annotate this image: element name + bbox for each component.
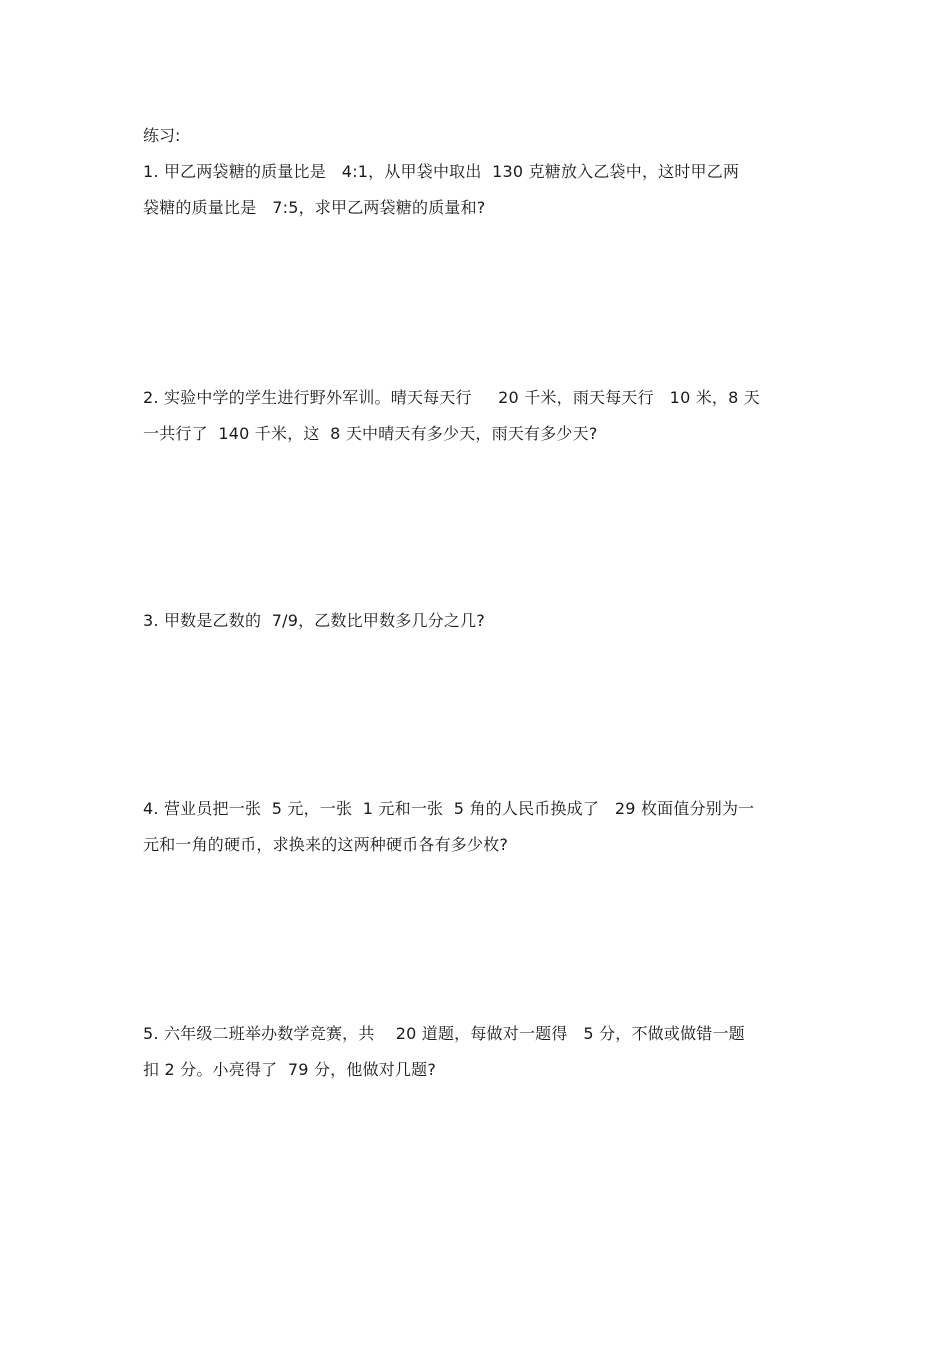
question-1-line-2: 袋糖的质量比是 7:5，求甲乙两袋糖的质量和? [143, 198, 486, 217]
question-4 [143, 797, 813, 857]
question-2 [143, 386, 813, 446]
worksheet-heading: 练习: [143, 126, 181, 145]
question-2-line-2: 一共行了 140 千米，这 8 天中晴天有多少天，雨天有多少天? [143, 424, 598, 443]
question-4-line-1: 4. 营业员把一张 5 元，一张 1 元和一张 5 角的人民币换成了 29 枚面值分别为一 [143, 799, 755, 818]
question-4-line-2: 元和一角的硬币，求换来的这两种硬币各有多少枚? [143, 835, 509, 854]
question-3 [143, 609, 813, 633]
question-1 [143, 160, 813, 220]
question-5-line-2: 扣 2 分。小亮得了 79 分，他做对几题? [143, 1060, 437, 1079]
question-2-line-1: 2. 实验中学的学生进行野外军训。晴天每天行 20 千米，雨天每天行 10 米，8 天 [143, 388, 760, 407]
question-1-line-1: 1. 甲乙两袋糖的质量比是 4:1，从甲袋中取出 130 克糖放入乙袋中，这时甲乙两 [143, 162, 740, 181]
question-5 [143, 1022, 813, 1082]
question-3-line-1: 3. 甲数是乙数的 7/9，乙数比甲数多几分之几? [143, 611, 485, 630]
question-5-line-1: 5. 六年级二班举办数学竞赛，共 20 道题，每做对一题得 5 分，不做或做错一题 [143, 1024, 745, 1043]
